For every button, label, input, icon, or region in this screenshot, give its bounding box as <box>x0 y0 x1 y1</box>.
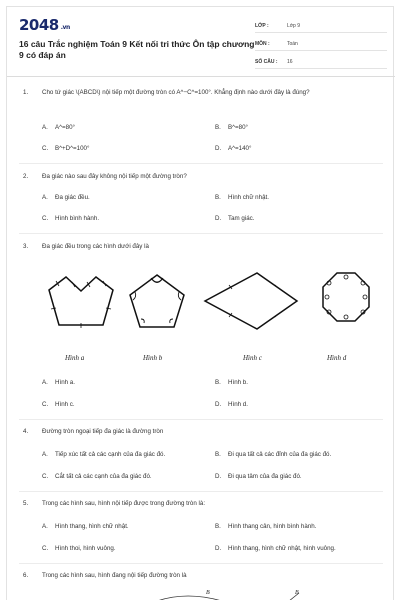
question-number: 3. <box>23 243 29 250</box>
worksheet-header <box>7 7 395 77</box>
meta-value: Toán <box>287 40 298 47</box>
option-2c[interactable] <box>42 214 99 223</box>
option-4a[interactable] <box>42 450 165 459</box>
site-logo[interactable] <box>19 16 70 34</box>
meta-row-count <box>255 55 387 69</box>
logo-text: 2048 <box>19 16 59 34</box>
figure-a-label: Hình a <box>65 354 85 362</box>
option-5b[interactable] <box>215 522 316 531</box>
figure-b-arcs <box>133 278 181 323</box>
option-3b[interactable] <box>215 378 248 387</box>
question-text: Trong các hình sau, hình nội tiếp được trong đường tròn là: <box>42 500 206 507</box>
question-number: 5. <box>23 500 29 507</box>
meta-value: 16 <box>287 58 293 65</box>
figure-c-ticks <box>229 285 278 317</box>
option-letter: D. <box>215 545 222 552</box>
question-text: Cho tứ giác \(ABCD\) nội tiếp một đường tròn có A^−C^=100°. Khẳng định nào dưới đây là đúng? <box>42 89 310 96</box>
question-number: 4. <box>23 428 29 435</box>
option-letter: D. <box>215 473 222 480</box>
option-letter: C. <box>42 545 49 552</box>
option-1c[interactable] <box>42 144 89 153</box>
option-text: A^=80° <box>55 124 76 131</box>
option-5a[interactable] <box>42 522 129 531</box>
option-1a[interactable] <box>42 123 75 132</box>
option-3c[interactable] <box>42 400 75 409</box>
option-text: Hình thang, hình chữ nhật. <box>55 523 129 530</box>
question-text: Trong các hình sau, hình đang nội tiếp đường tròn là <box>42 572 187 579</box>
option-letter: B. <box>215 124 221 131</box>
option-text: Tam giác. <box>228 215 255 222</box>
divider <box>19 491 383 492</box>
option-1d[interactable] <box>215 144 251 153</box>
question-text: Đường tròn ngoại tiếp đa giác là đường tròn <box>42 428 164 435</box>
figure-a-ticks <box>51 281 111 328</box>
option-text: Hình a. <box>55 379 75 386</box>
meta-label: SỐ CÂU : <box>255 58 278 65</box>
option-2d[interactable] <box>215 214 254 223</box>
option-letter: C. <box>42 473 49 480</box>
option-letter: C. <box>42 401 49 408</box>
option-text: Tiếp xúc tất cả các cạnh của đa giác đó. <box>55 451 166 458</box>
option-letter: A. <box>42 523 48 530</box>
option-text: Hình b. <box>228 379 248 386</box>
divider <box>19 563 383 564</box>
question-text: Đa giác nào sau đây không nội tiếp một đường tròn? <box>42 173 187 180</box>
figure-b-label: Hình b <box>143 354 163 362</box>
circle-arc-partial <box>157 596 222 600</box>
meta-box <box>255 19 387 73</box>
question-number: 1. <box>23 89 29 96</box>
figure-a-shape <box>49 277 113 325</box>
meta-row-grade <box>255 19 387 33</box>
option-text: Đa giác đều. <box>55 194 90 201</box>
option-letter: D. <box>215 145 222 152</box>
meta-row-subject <box>255 37 387 51</box>
option-text: A^=140° <box>228 145 252 152</box>
figure-c-label: Hình c <box>243 354 262 362</box>
option-letter: C. <box>42 215 49 222</box>
option-text: B^+D^=100° <box>55 145 90 152</box>
worksheet <box>6 6 394 600</box>
option-text: Hình thang cân, hình bình hành. <box>228 523 317 530</box>
meta-value: Lớp 9 <box>287 22 301 29</box>
option-text: Hình chữ nhật. <box>228 194 269 201</box>
option-text: Cắt tất cả các cạnh của đa giác đó. <box>55 473 152 480</box>
option-letter: B. <box>215 523 221 530</box>
option-3a[interactable] <box>42 378 75 387</box>
divider <box>19 419 383 420</box>
option-3d[interactable] <box>215 400 248 409</box>
q6-figures-partial <box>7 587 395 600</box>
option-letter: A. <box>42 194 48 201</box>
option-text: Đi qua tâm của đa giác đó. <box>228 473 302 480</box>
option-text: Hình d. <box>228 401 248 408</box>
divider <box>19 233 383 234</box>
option-5d[interactable] <box>215 544 336 553</box>
logo-suffix: .vn <box>60 24 70 31</box>
figure-c-shape <box>205 273 297 329</box>
meta-label: MÔN : <box>255 40 270 47</box>
option-letter: B. <box>215 379 221 386</box>
meta-label: LỚP : <box>255 22 269 29</box>
option-text: Hình c. <box>55 401 75 408</box>
option-2b[interactable] <box>215 193 269 202</box>
option-letter: B. <box>215 451 221 458</box>
figure-d-marks <box>325 275 367 319</box>
option-4c[interactable] <box>42 472 152 481</box>
option-text: B^=80° <box>228 124 249 131</box>
divider <box>19 163 383 164</box>
option-4d[interactable] <box>215 472 302 481</box>
question-number: 2. <box>23 173 29 180</box>
question-number: 6. <box>23 572 29 579</box>
option-5c[interactable] <box>42 544 116 553</box>
option-text: Hình thoi, hình vuông. <box>55 545 116 552</box>
option-letter: C. <box>42 145 49 152</box>
option-2a[interactable] <box>42 193 90 202</box>
polygon-figures <box>7 265 395 355</box>
option-text: Hình bình hành. <box>55 215 100 222</box>
option-letter: B. <box>215 194 221 201</box>
option-letter: A. <box>42 379 48 386</box>
option-1b[interactable] <box>215 123 248 132</box>
option-text: Đi qua tất cả các đỉnh của đa giác đó. <box>228 451 332 458</box>
question-text: Đa giác đều trong các hình dưới đây là <box>42 243 149 250</box>
option-letter: D. <box>215 215 222 222</box>
option-4b[interactable] <box>215 450 331 459</box>
option-text: Hình thang, hình chữ nhật, hình vuông. <box>228 545 336 552</box>
option-letter: A. <box>42 124 48 131</box>
vertex-label-b1: B <box>206 590 210 596</box>
page-title: 16 câu Trắc nghiệm Toán 9 Kết nối tri thức Ôn tập chương 9 có đáp án <box>19 39 255 60</box>
option-letter: D. <box>215 401 222 408</box>
vertex-label-b2: B <box>295 590 299 596</box>
figure-d-label: Hình d <box>327 354 347 362</box>
option-letter: A. <box>42 451 48 458</box>
